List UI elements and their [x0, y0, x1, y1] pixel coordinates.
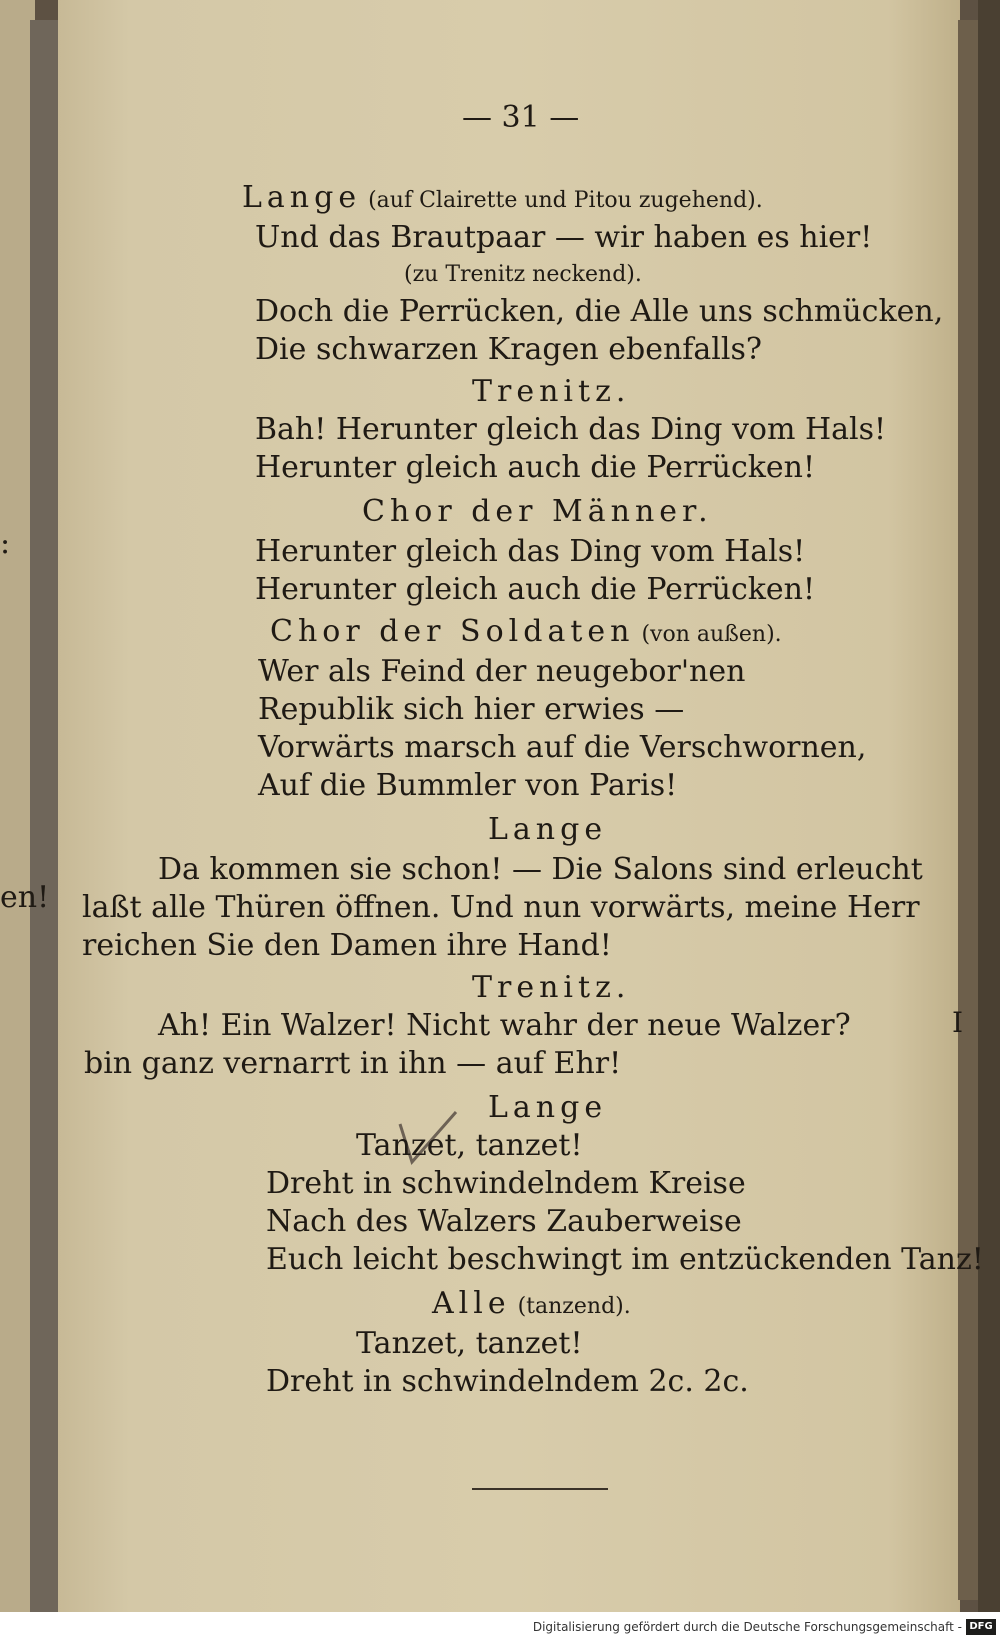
text-line-29	[432, 1286, 631, 1321]
text-line-3: (zu Trenitz neckend).	[404, 262, 642, 287]
footer-credit: Digitalisierung gefördert durch die Deutsche Forschungsgemeinschaft -	[532, 1620, 962, 1634]
text-line-11: Herunter gleich auch die Perrücken!	[255, 572, 816, 607]
text-line-25: Tanzet, tanzet!	[356, 1128, 583, 1163]
text-line-22: Ah! Ein Walzer! Nicht wahr der neue Walzer?	[158, 1008, 851, 1043]
text-line-13: Wer als Feind der neugebor'nen	[258, 654, 746, 689]
text-line-30: Tanzet, tanzet!	[356, 1326, 583, 1361]
binding-shadow	[30, 20, 58, 1612]
text-line-6: Trenitz.	[472, 374, 631, 409]
text-line-8: Herunter gleich auch die Perrücken!	[255, 450, 816, 485]
speaker-name: Lange	[242, 180, 362, 215]
text-line-5: Die schwarzen Kragen ebenfalls?	[255, 332, 762, 367]
text-line-15: Vorwärts marsch auf die Verschwornen,	[258, 730, 867, 765]
text-line-17: Lange	[488, 812, 608, 847]
text-line-16: Auf die Bummler von Paris!	[258, 768, 678, 803]
left-page-fragment-en: en!	[0, 880, 50, 915]
text-line-7: Bah! Herunter gleich das Ding vom Hals!	[255, 412, 887, 447]
text-line-23: bin ganz vernarrt in ihn — auf Ehr!	[84, 1046, 622, 1081]
text-line-4: Doch die Perrücken, die Alle uns schmücken,	[255, 294, 944, 329]
text-line-21: Trenitz.	[472, 970, 631, 1005]
text-line-28: Euch leicht beschwingt im entzückenden Tanz!	[266, 1242, 984, 1277]
right-edge-fragment: I	[952, 1006, 964, 1039]
text-line-24: Lange	[488, 1090, 608, 1125]
text-line-27: Nach des Walzers Zauberweise	[266, 1204, 742, 1239]
footer-bar	[0, 1612, 1000, 1646]
text-line-20: reichen Sie den Damen ihre Hand!	[82, 928, 612, 963]
speaker-name: Chor der Soldaten	[270, 614, 635, 649]
text-line-9: Chor der Männer.	[362, 494, 713, 529]
text-line-10: Herunter gleich das Ding vom Hals!	[255, 534, 806, 569]
speaker-name: Alle	[432, 1286, 511, 1321]
closing-rule	[472, 1488, 608, 1490]
page-number: — 31 —	[462, 100, 580, 135]
text-line-14: Republik sich hier erwies —	[258, 692, 685, 727]
stage-direction: (tanzend).	[510, 1294, 631, 1319]
text-line-26: Dreht in schwindelndem Kreise	[266, 1166, 746, 1201]
text-line-19: laßt alle Thüren öffnen. Und nun vorwärts, meine Herr	[82, 890, 920, 925]
right-page-edge	[958, 20, 978, 1600]
text-line-18: Da kommen sie schon! — Die Salons sind erleucht	[158, 852, 923, 887]
dfg-logo: DFG	[966, 1619, 996, 1635]
text-line-1	[242, 180, 763, 215]
stage-direction: (von außen).	[634, 622, 782, 647]
text-line-12	[270, 614, 782, 649]
text-line-31: Dreht in schwindelndem 2c. 2c.	[266, 1364, 749, 1399]
scan-margin	[978, 0, 1000, 1612]
text-line-2: Und das Brautpaar — wir haben es hier!	[255, 220, 873, 255]
left-page-fragment-colon: :	[0, 526, 11, 561]
stage-direction: (auf Clairette und Pitou zugehend).	[361, 188, 763, 213]
